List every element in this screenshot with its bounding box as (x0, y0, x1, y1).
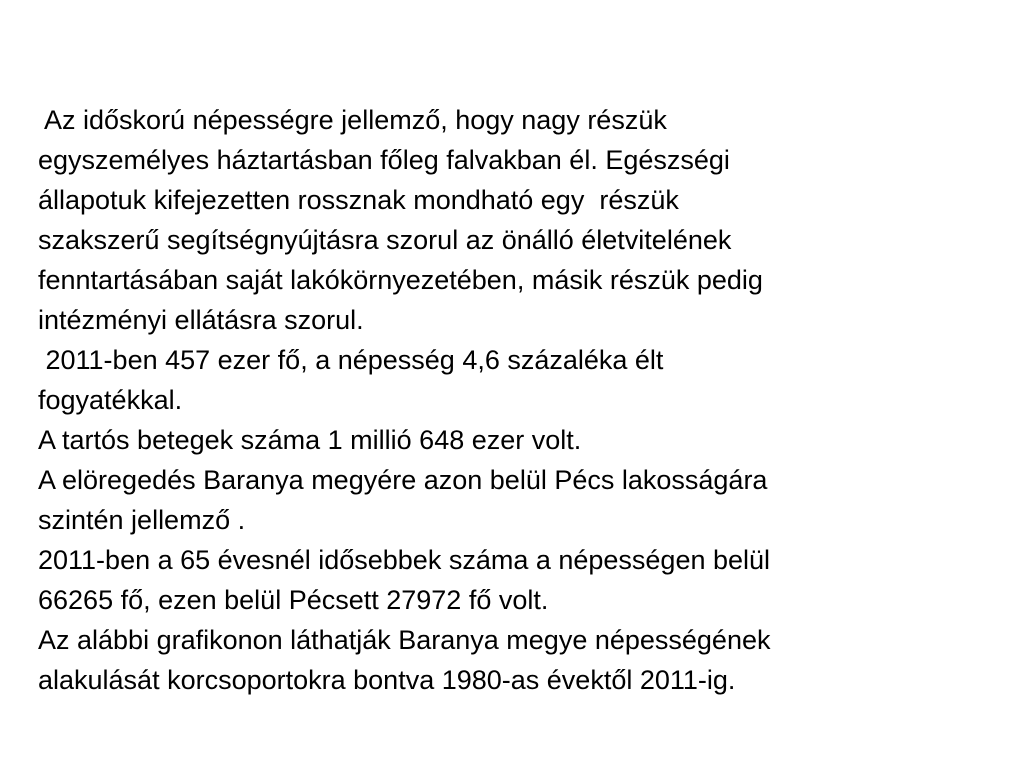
text-line: fenntartásában saját lakókörnyezetében, másik részük pedig (38, 265, 763, 295)
text-line: A elöregedés Baranya megyére azon belül Pécs lakosságára (38, 465, 768, 495)
text-line: szintén jellemző . (38, 505, 246, 535)
text-line: állapotuk kifejezetten rossznak mondható egy részük (38, 185, 679, 215)
text-line: egyszemélyes háztartásban főleg falvakban él. Egészségi (38, 145, 730, 175)
text-line: Az alábbi grafikonon láthatják Baranya megye népességének (38, 625, 771, 655)
text-line: alakulását korcsoportokra bontva 1980-as évektől 2011-ig. (38, 665, 736, 695)
text-line: szakszerű segítségnyújtásra szorul az önálló életvitelének (38, 225, 732, 255)
body-text (38, 100, 998, 700)
text-line: fogyatékkal. (38, 385, 183, 415)
text-line: 2011-ben a 65 évesnél idősebbek száma a népességen belül (38, 545, 771, 575)
text-line: A tartós betegek száma 1 millió 648 ezer volt. (38, 425, 582, 455)
text-line: 2011-ben 457 ezer fő, a népesség 4,6 százaléka élt (38, 345, 664, 375)
text-line: 66265 fő, ezen belül Pécsett 27972 fő volt. (38, 585, 549, 615)
text-line: Az időskorú népességre jellemző, hogy nagy részük (38, 105, 667, 135)
text-line: intézményi ellátásra szorul. (38, 305, 364, 335)
